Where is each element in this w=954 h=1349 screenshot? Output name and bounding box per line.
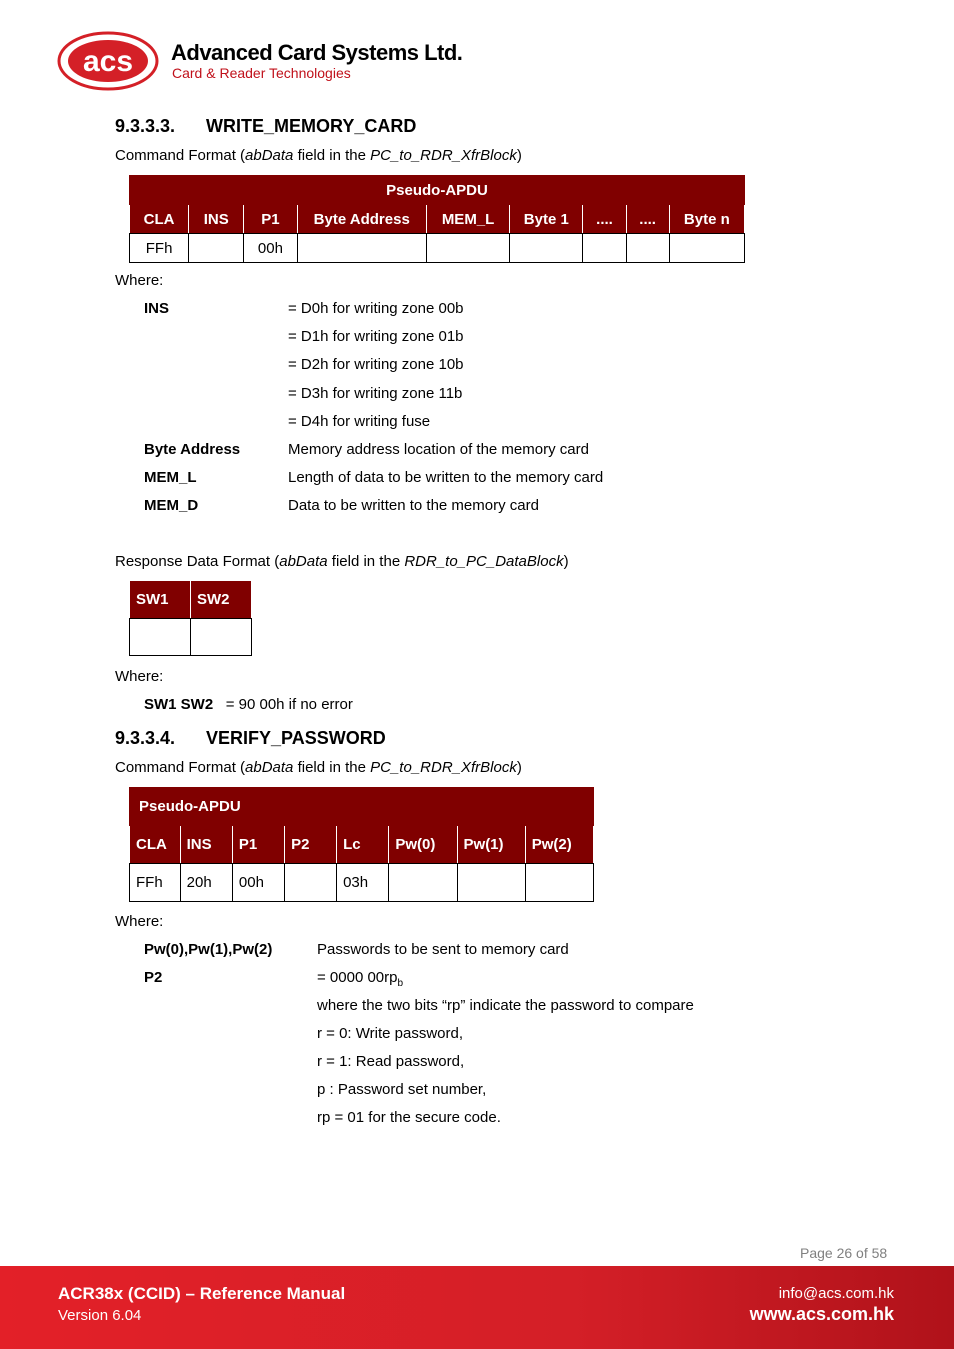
definition-value: = D1h for writing zone 01b <box>288 328 464 346</box>
table-cell <box>510 234 583 263</box>
column-header: P1 <box>244 205 297 234</box>
company-tagline: Card & Reader Technologies <box>172 65 351 81</box>
section-title: WRITE_MEMORY_CARD <box>206 116 417 136</box>
table-cell <box>669 234 744 263</box>
col-sw1: SW1 <box>130 581 191 619</box>
definition-value: Memory address location of the memory card <box>288 441 589 458</box>
column-header: INS <box>180 826 232 864</box>
sw-key: SW1 SW2 <box>144 696 214 713</box>
table-cell: FFh <box>130 234 189 263</box>
column-header: Byte n <box>669 205 744 234</box>
table-cell <box>525 864 593 902</box>
where-label-3: Where: <box>115 913 164 930</box>
command-format-line: Command Format (abData field in the PC_to_RDR_XfrBlock) <box>115 147 522 164</box>
definition-value: p : Password set number, <box>317 1081 487 1098</box>
sw-definition <box>144 696 353 713</box>
definition-value: = D3h for writing zone 11b <box>288 384 463 402</box>
response-table <box>129 580 252 656</box>
col-sw2: SW2 <box>191 581 252 619</box>
section-heading-verify-password <box>115 728 386 749</box>
footer-version: Version 6.04 <box>58 1307 142 1324</box>
table-cell: 03h <box>337 864 389 902</box>
table-title-2: Pseudo-APDU <box>130 788 594 826</box>
table-cell: 00h <box>232 864 284 902</box>
table-cell <box>285 864 337 902</box>
table-cell: 00h <box>244 234 297 263</box>
column-header: .... <box>626 205 669 234</box>
definition-value: = D2h for writing zone 10b <box>288 356 464 374</box>
column-header: Byte Address <box>297 205 426 234</box>
definition-value: Data to be written to the memory card <box>288 497 539 515</box>
command-format-line-2: Command Format (abData field in the PC_to_RDR_XfrBlock) <box>115 759 522 776</box>
column-header: Lc <box>337 826 389 864</box>
section-number: 9.3.3.3. <box>115 116 176 136</box>
cell-sw2 <box>191 619 252 656</box>
column-header: Pw(2) <box>525 826 593 864</box>
response-format-line: Response Data Format (abData field in the RDR_to_PC_DataBlock) <box>115 553 569 570</box>
column-header: Pw(1) <box>457 826 525 864</box>
section-number-2: 9.3.3.4. <box>115 728 176 748</box>
write-memory-apdu-table <box>129 175 745 263</box>
column-header: CLA <box>130 826 181 864</box>
company-logo <box>56 30 160 97</box>
footer-website[interactable]: www.acs.com.hk <box>749 1304 894 1324</box>
definition-value: = D0h for writing zone 00b <box>288 300 464 317</box>
definition-value: rp = 01 for the secure code. <box>317 1109 501 1126</box>
column-header: P1 <box>232 826 284 864</box>
column-header: Byte 1 <box>510 205 583 234</box>
column-header: CLA <box>130 205 189 234</box>
column-header: INS <box>189 205 244 234</box>
table-cell <box>297 234 426 263</box>
footer-email[interactable]: info@acs.com.hk <box>778 1285 894 1302</box>
definition-key: INS <box>144 300 170 317</box>
definition-value: = D4h for writing fuse <box>288 412 431 430</box>
table-cell <box>626 234 669 263</box>
table-title: Pseudo-APDU <box>130 176 745 205</box>
definition-value: Length of data to be written to the memory card <box>288 469 604 487</box>
column-header: .... <box>583 205 626 234</box>
definition-key: Pw(0),Pw(1),Pw(2) <box>144 941 273 958</box>
verify-password-apdu-table <box>129 787 594 902</box>
definition-value: = 0000 $00rp_b$ <box>317 969 404 989</box>
column-header: Pw(0) <box>389 826 457 864</box>
table-cell <box>426 234 509 263</box>
page-number: Page 26 of 58 <box>800 1245 888 1261</box>
where-label-2: Where: <box>115 668 164 685</box>
definition-key: MEM_D <box>144 497 199 515</box>
where-label: Where: <box>115 272 164 289</box>
definition-key: MEM_L <box>144 469 197 487</box>
table-cell: FFh <box>130 864 181 902</box>
section-heading-write-memory-card <box>115 116 416 137</box>
table-cell <box>189 234 244 263</box>
table-cell <box>457 864 525 902</box>
definition-key: P2 <box>144 969 163 986</box>
section-title-2: VERIFY_PASSWORD <box>206 728 386 748</box>
definition-value: where the two bits “rp” indicate the password to compare <box>317 997 694 1014</box>
column-header: P2 <box>285 826 337 864</box>
definition-key: Byte Address <box>144 441 241 458</box>
table-cell <box>389 864 457 902</box>
table-cell <box>583 234 626 263</box>
cell-sw1 <box>130 619 191 656</box>
definition-value: r = 0: Write password, <box>317 1025 464 1042</box>
logo-text: acs <box>82 45 134 78</box>
definition-value: Passwords to be sent to memory card <box>317 941 569 958</box>
footer-doc-title: ACR38x (CCID) – Reference Manual <box>58 1284 346 1303</box>
table-cell: 20h <box>180 864 232 902</box>
company-name: Advanced Card Systems Ltd. <box>171 40 463 65</box>
sw-value: = 90 00h if no error <box>225 696 353 713</box>
footer-bar <box>0 1266 954 1349</box>
definition-value: r = 1: Read password, <box>317 1053 465 1070</box>
column-header: MEM_L <box>426 205 509 234</box>
